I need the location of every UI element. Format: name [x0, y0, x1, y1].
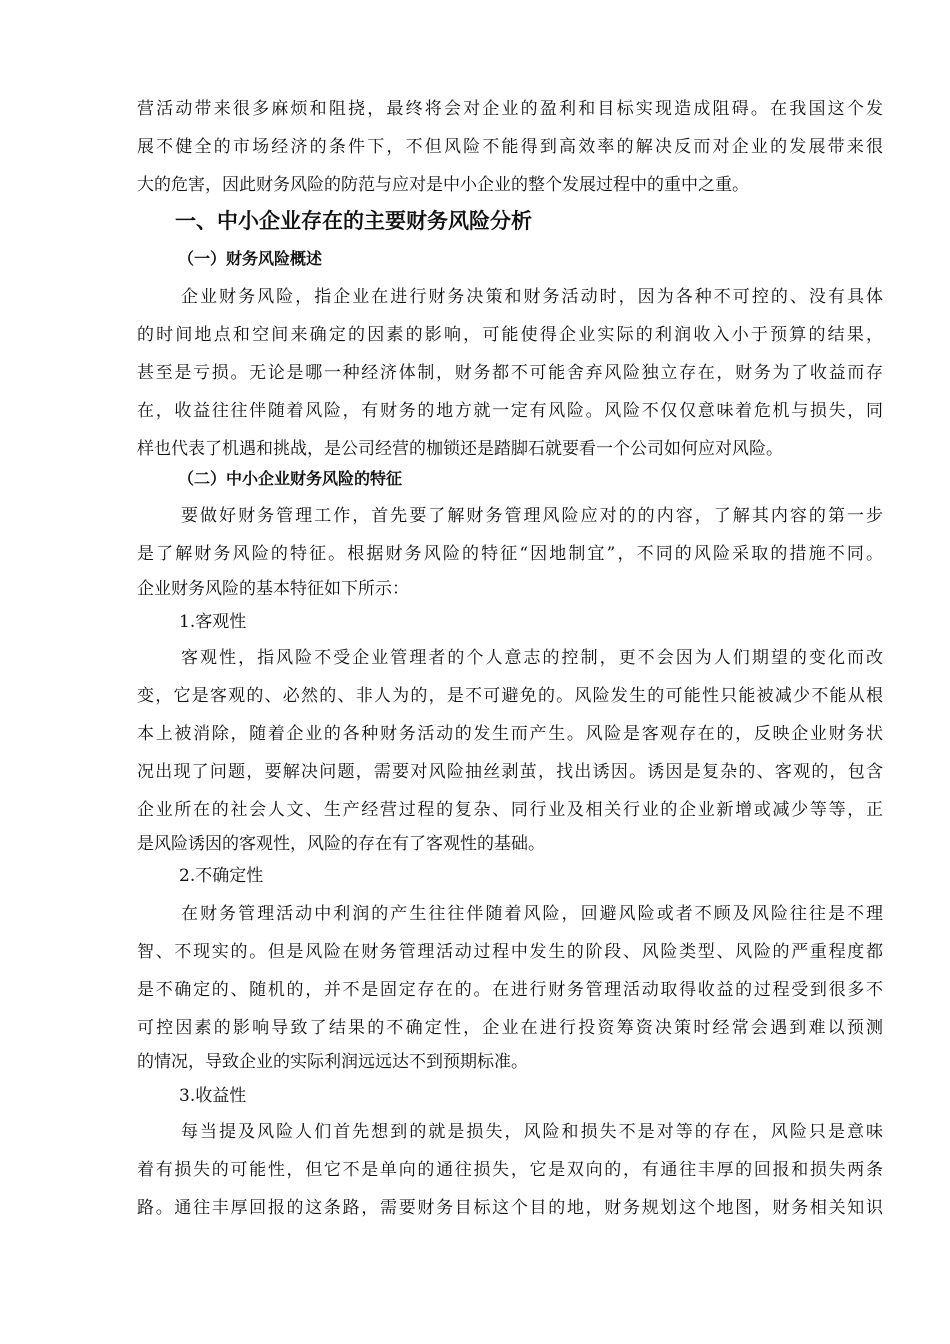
- paragraph-line: 营活动带来很多麻烦和阻挠，最终将会对企业的盈利和目标实现造成阻碍。在我国这个发: [137, 99, 883, 119]
- paragraph-line: 可控因素的影响导致了结果的不确定性，企业在进行投资筹资决策时经常会遇到难以预测: [137, 1018, 883, 1038]
- paragraph-line: 的情况，导致企业的实际利润远远达不到预期标准。: [137, 1052, 528, 1072]
- paragraph-line: 是了解财务风险的特征。根据财务风险的特征“因地制宜”，不同的风险采取的措施不同。: [137, 544, 883, 564]
- paragraph-line: 企业财务风险的基本特征如下所示：: [137, 579, 409, 599]
- paragraph-line: 大的危害，因此财务风险的防范与应对是中小企业的整个发展过程中的重中之重。: [137, 175, 749, 195]
- paragraph-line: 本上被消除，随着企业的各种财务活动的发生而产生。风险是客观存在的，反映企业财务状: [137, 724, 883, 744]
- paragraph-line: 着有损失的可能性，但它不是单向的通往损失，它是双向的，有通往丰厚的回报和损失两条: [137, 1160, 883, 1180]
- paragraph-line: 展不健全的市场经济的条件下，不但风险不能得到高效率的解决反而对企业的发展带来很: [137, 137, 883, 157]
- paragraph-line: 况出现了问题，要解决问题，需要对风险抽丝剥茧，找出诱因。诱因是复杂的、客观的，包含: [137, 762, 883, 782]
- paragraph-line: 甚至是亏损。无论是哪一种经济体制，财务都不可能舍弃风险独立存在，财务为了收益而存: [137, 363, 883, 383]
- paragraph-line: 企业所在的社会人文、生产经营过程的复杂、同行业及相关行业的企业新增或减少等等，正: [137, 800, 883, 820]
- paragraph-line: 每当提及风险人们首先想到的就是损失，风险和损失不是对等的存在，风险只是意味: [181, 1122, 883, 1142]
- section-heading: （一）财务风险概述: [178, 249, 323, 268]
- paragraph-line: 是不确定的、随机的，并不是固定存在的。在进行财务管理活动取得收益的过程受到很多不: [137, 980, 883, 1000]
- paragraph-line: 企业财务风险，指企业在进行财务决策和财务活动时，因为各种不可控的、没有具体: [181, 287, 883, 307]
- paragraph-line: 是风险诱因的客观性，风险的存在有了客观性的基础。: [137, 834, 545, 854]
- paragraph-line: 样也代表了机遇和挑战，是公司经营的枷锁还是踏脚石就要看一个公司如何应对风险。: [137, 439, 783, 459]
- paragraph-line: 客观性，指风险不受企业管理者的个人意志的控制，更不会因为人们期望的变化而改: [181, 648, 883, 668]
- item-title: 3.收益性: [179, 1086, 247, 1106]
- paragraph-line: 的时间地点和空间来确定的因素的影响，可能使得企业实际的利润收入小于预算的结果，: [137, 325, 883, 345]
- paragraph-line: 智、不现实的。但是风险在财务管理活动过程中发生的阶段、风险类型、风险的严重程度都: [137, 942, 883, 962]
- item-title: 2.不确定性: [179, 866, 264, 886]
- paragraph-line: 要做好财务管理工作，首先要了解财务管理风险应对的的内容，了解其内容的第一步: [181, 506, 883, 526]
- item-title: 1.客观性: [179, 612, 247, 632]
- paragraph-line: 变，它是客观的、必然的、非人为的，是不可避免的。风险发生的可能性只能被减少不能从根: [137, 686, 883, 706]
- chapter-heading: 一、中小企业存在的主要财务风险分析: [175, 209, 532, 233]
- section-heading: （二）中小企业财务风险的特征: [178, 469, 403, 488]
- paragraph-line: 在财务管理活动中利润的产生往往伴随着风险，回避风险或者不顾及风险往往是不理: [181, 904, 883, 924]
- paragraph-line: 路。通往丰厚回报的这条路，需要财务目标这个目的地，财务规划这个地图，财务相关知识: [137, 1198, 883, 1218]
- paragraph-line: 在，收益往往伴随着风险，有财务的地方就一定有风险。风险不仅仅意味着危机与损失，同: [137, 401, 883, 421]
